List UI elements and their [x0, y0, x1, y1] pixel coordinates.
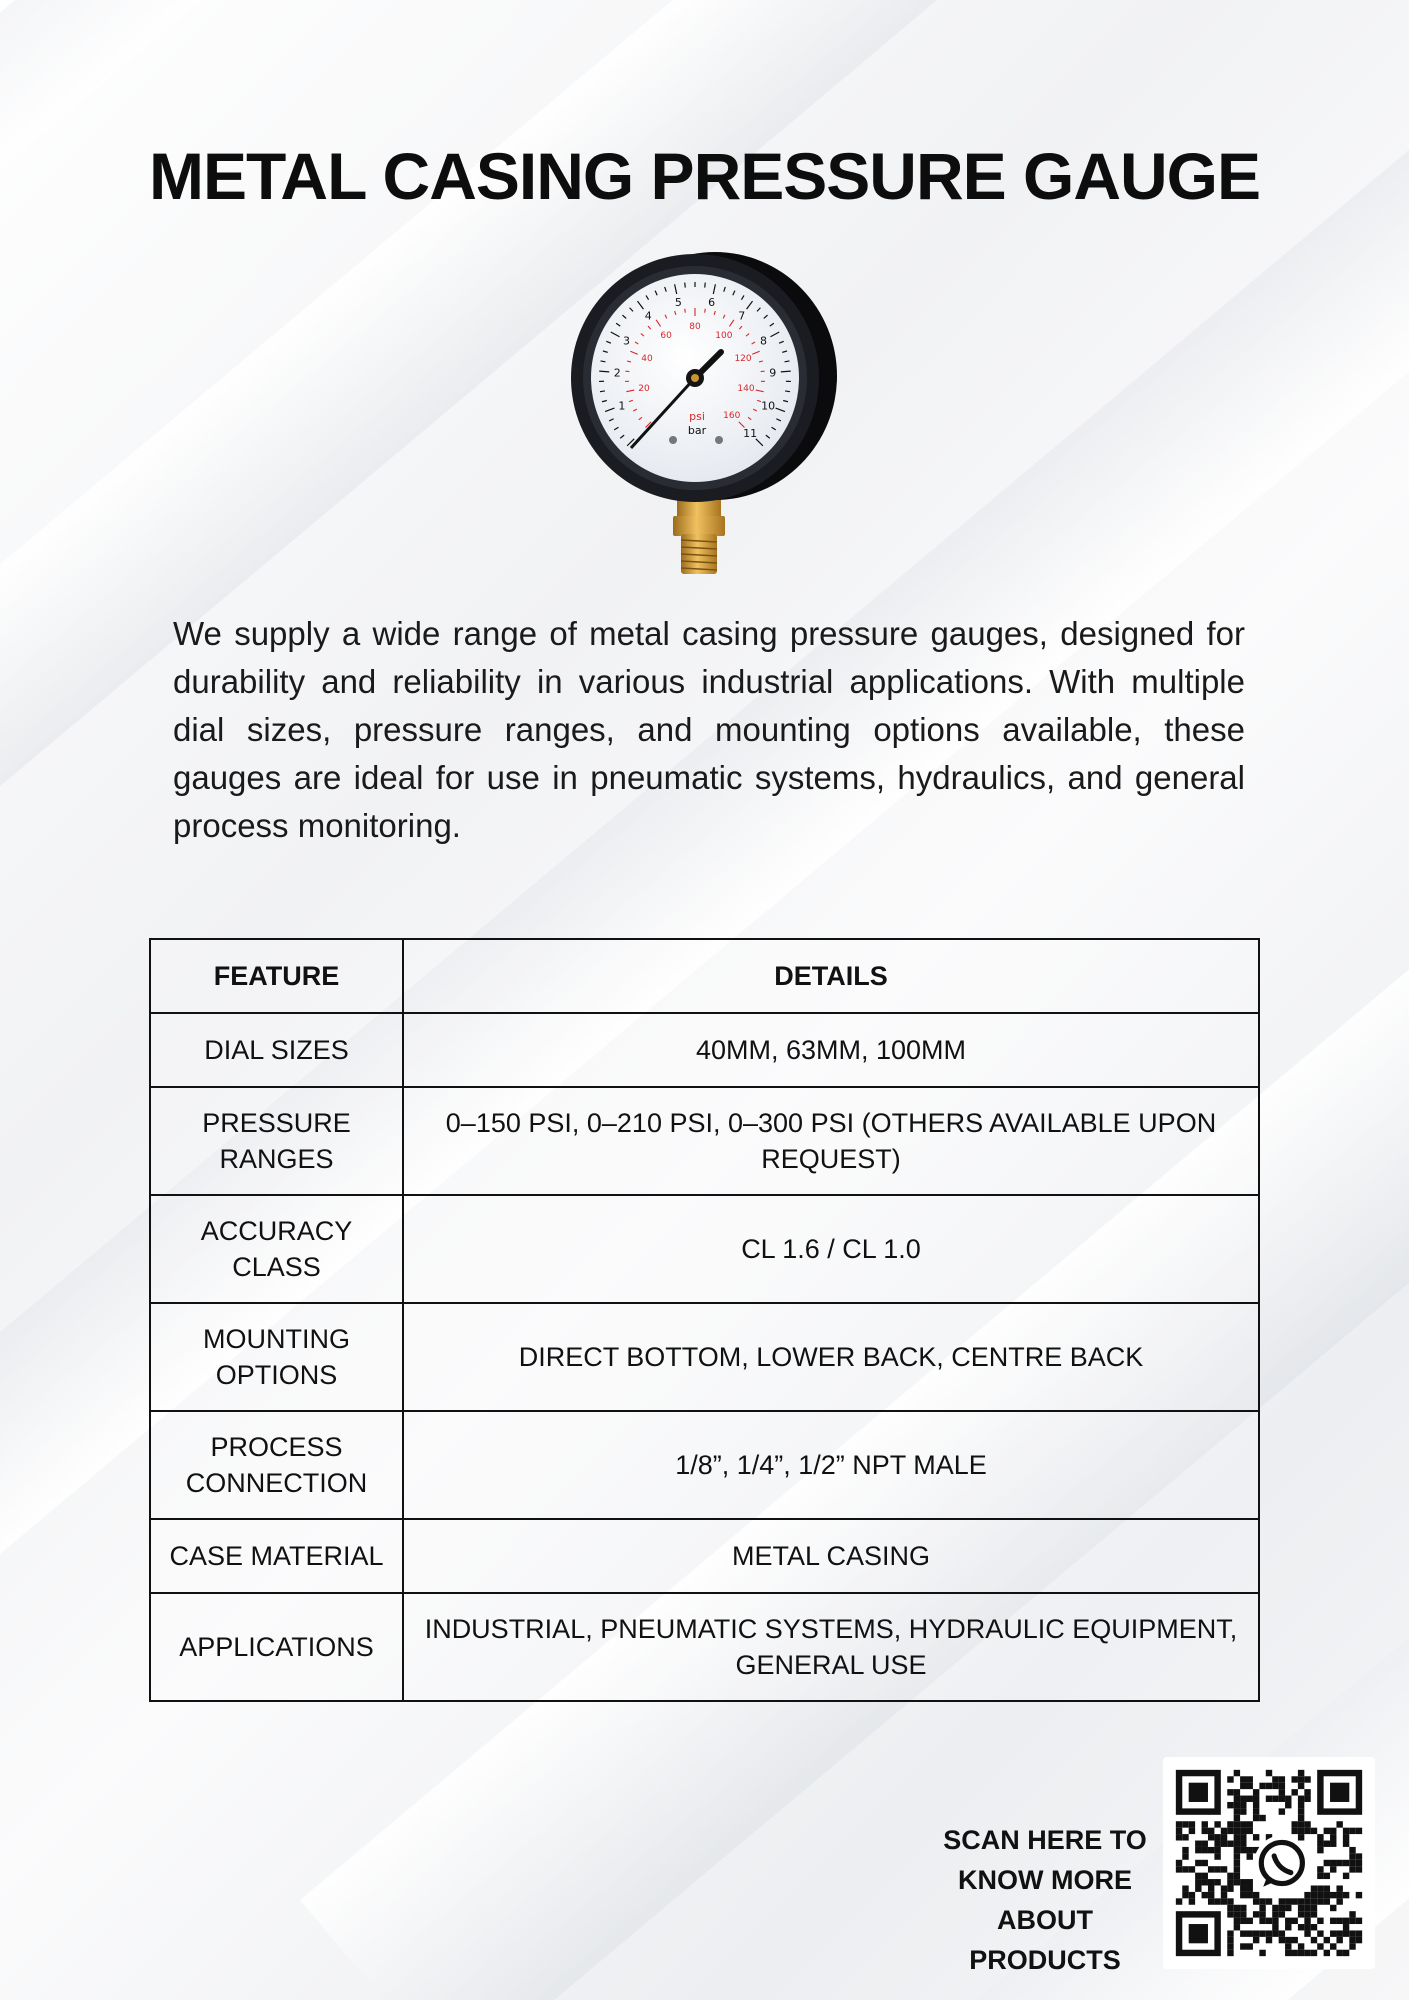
- psi-scale-label: 160: [723, 410, 741, 421]
- bar-scale-label: 2: [613, 366, 621, 380]
- table-row: [150, 1411, 1259, 1519]
- feature-cell: MOUNTING OPTIONS: [150, 1303, 403, 1411]
- bar-tick: [705, 283, 706, 288]
- bar-scale-label: 10: [761, 399, 776, 413]
- bar-tick: [600, 391, 605, 392]
- details-cell: INDUSTRIAL, PNEUMATIC SYSTEMS, HYDRAULIC EQUIPMENT, GENERAL USE: [403, 1593, 1259, 1701]
- bar-scale-label: 4: [644, 309, 652, 323]
- details-cell: 0–150 PSI, 0–210 PSI, 0–300 PSI (OTHERS AVAILABLE UPON REQUEST): [403, 1087, 1259, 1195]
- table-row: [150, 1195, 1259, 1303]
- whatsapp-icon: [1254, 1835, 1309, 1890]
- bar-scale-label: 9: [769, 366, 777, 380]
- psi-scale-label: 60: [660, 330, 672, 341]
- details-cell: CL 1.6 / CL 1.0: [403, 1195, 1259, 1303]
- details-cell: DIRECT BOTTOM, LOWER BACK, CENTRE BACK: [403, 1303, 1259, 1411]
- bar-unit-label: bar: [687, 424, 707, 437]
- bar-scale-label: 3: [623, 334, 631, 348]
- bar-scale-label: 5: [674, 295, 682, 309]
- psi-scale-label: 100: [715, 330, 733, 341]
- bar-tick: [599, 371, 609, 372]
- bar-tick: [785, 391, 790, 392]
- bar-scale-label: 11: [743, 427, 758, 441]
- psi-scale-label: 80: [689, 322, 701, 332]
- product-description: We supply a wide range of metal casing pressure gauges, designed for durability and reliability in various industrial applications. With multiple dial sizes, pressure ranges, and mounting options available, these gauges are ideal for use in pneumatic systems, hydraulics, and general process monitoring.: [173, 615, 1245, 844]
- table-row: [150, 1013, 1259, 1087]
- details-cell: 1/8”, 1/4”, 1/2” NPT MALE: [403, 1411, 1259, 1519]
- page-title: METAL CASING PRESSURE GAUGE: [148, 139, 1261, 213]
- bar-tick: [685, 283, 686, 288]
- scan-cta-line: KNOW MORE: [958, 1865, 1132, 1895]
- pressure-gauge-image: [555, 248, 845, 588]
- scan-cta-line: ABOUT PRODUCTS: [969, 1905, 1121, 1975]
- table-row: [150, 1519, 1259, 1593]
- bar-scale-label: 1: [618, 399, 626, 413]
- feature-cell: PRESSURE RANGES: [150, 1087, 403, 1195]
- psi-tick: [705, 309, 706, 313]
- specifications-table: [149, 938, 1260, 1702]
- psi-scale-label: 20: [638, 384, 650, 395]
- psi-scale-label: 40: [641, 354, 653, 365]
- header-feature: FEATURE: [150, 939, 403, 1013]
- scan-cta-line: SCAN HERE TO: [943, 1825, 1147, 1855]
- thread-lines: [681, 534, 717, 574]
- feature-cell: APPLICATIONS: [150, 1593, 403, 1701]
- scan-cta: [930, 1820, 1160, 1980]
- feature-cell: DIAL SIZES: [150, 1013, 403, 1087]
- table-header-row: [150, 939, 1259, 1013]
- psi-scale-label: 140: [737, 384, 755, 395]
- table-row: [150, 1087, 1259, 1195]
- table-row: [150, 1593, 1259, 1701]
- qr-code[interactable]: [1163, 1757, 1375, 1969]
- table-row: [150, 1303, 1259, 1411]
- bar-scale-label: 8: [759, 334, 767, 348]
- feature-cell: ACCURACY CLASS: [150, 1195, 403, 1303]
- details-cell: METAL CASING: [403, 1519, 1259, 1593]
- header-details: DETAILS: [403, 939, 1259, 1013]
- psi-unit-label: psi: [689, 410, 705, 423]
- bar-tick: [781, 371, 791, 372]
- psi-tick: [685, 309, 686, 313]
- bar-scale-label: 6: [708, 295, 716, 309]
- feature-cell: CASE MATERIAL: [150, 1519, 403, 1593]
- details-cell: 40MM, 63MM, 100MM: [403, 1013, 1259, 1087]
- psi-scale-label: 120: [734, 354, 752, 365]
- feature-cell: PROCESS CONNECTION: [150, 1411, 403, 1519]
- bar-scale-label: 7: [738, 309, 746, 323]
